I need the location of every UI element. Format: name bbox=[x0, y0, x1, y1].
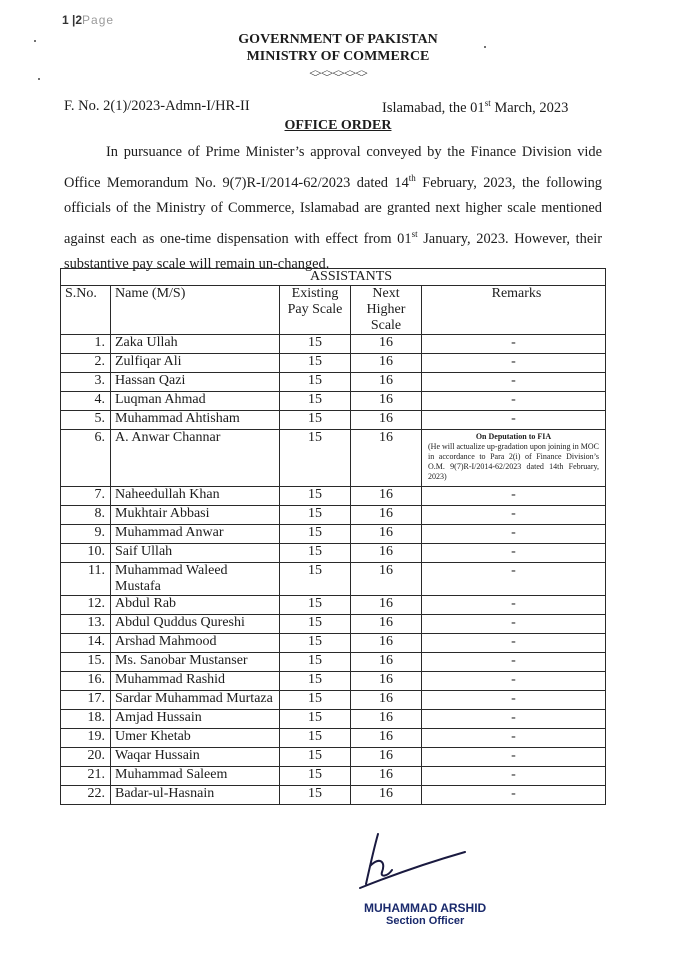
existing-scale-cell: 15 bbox=[280, 335, 351, 354]
next-scale-cell: 16 bbox=[351, 430, 422, 487]
header-name: Name (M/S) bbox=[111, 286, 280, 335]
name-cell: Zulfiqar Ali bbox=[111, 354, 280, 373]
existing-scale-cell: 15 bbox=[280, 596, 351, 615]
table-row bbox=[61, 430, 606, 487]
existing-scale-cell: 15 bbox=[280, 729, 351, 748]
remarks-cell bbox=[422, 634, 606, 653]
table-row bbox=[61, 615, 606, 634]
table-row bbox=[61, 653, 606, 672]
remarks-text: - bbox=[511, 634, 516, 649]
next-scale-cell: 16 bbox=[351, 544, 422, 563]
name-cell: Muhammad Rashid bbox=[111, 672, 280, 691]
sno-cell: 15. bbox=[61, 653, 111, 672]
remarks-text: - bbox=[511, 544, 516, 559]
next-scale-cell: 16 bbox=[351, 596, 422, 615]
next-scale-cell: 16 bbox=[351, 634, 422, 653]
table-header-row bbox=[61, 286, 606, 335]
sno-cell: 6. bbox=[61, 430, 111, 487]
table-row bbox=[61, 672, 606, 691]
sno-cell: 16. bbox=[61, 672, 111, 691]
signature-image bbox=[340, 826, 480, 896]
remarks-text: - bbox=[511, 615, 516, 630]
next-scale-cell: 16 bbox=[351, 615, 422, 634]
next-scale-cell: 16 bbox=[351, 335, 422, 354]
sno-cell: 4. bbox=[61, 392, 111, 411]
name-cell: Abdul Quddus Qureshi bbox=[111, 615, 280, 634]
name-cell: Mukhtair Abbasi bbox=[111, 506, 280, 525]
existing-scale-cell: 15 bbox=[280, 615, 351, 634]
next-scale-cell: 16 bbox=[351, 506, 422, 525]
remarks-cell bbox=[422, 544, 606, 563]
remarks-text: - bbox=[511, 596, 516, 611]
sno-cell: 8. bbox=[61, 506, 111, 525]
table-row bbox=[61, 748, 606, 767]
remarks-cell bbox=[422, 596, 606, 615]
next-scale-cell: 16 bbox=[351, 563, 422, 596]
sno-cell: 5. bbox=[61, 411, 111, 430]
remarks-text: - bbox=[511, 748, 516, 763]
sno-cell: 21. bbox=[61, 767, 111, 786]
table-row bbox=[61, 767, 606, 786]
remarks-cell bbox=[422, 767, 606, 786]
remarks-cell bbox=[422, 653, 606, 672]
name-cell: Hassan Qazi bbox=[111, 373, 280, 392]
name-cell: Naheedullah Khan bbox=[111, 487, 280, 506]
next-scale-cell: 16 bbox=[351, 354, 422, 373]
sno-cell: 11. bbox=[61, 563, 111, 596]
sno-cell: 2. bbox=[61, 354, 111, 373]
table-row bbox=[61, 634, 606, 653]
remarks-cell bbox=[422, 615, 606, 634]
existing-scale-cell: 15 bbox=[280, 653, 351, 672]
remarks-text: - bbox=[511, 525, 516, 540]
sno-cell: 14. bbox=[61, 634, 111, 653]
remarks-cell bbox=[422, 729, 606, 748]
next-scale-cell: 16 bbox=[351, 653, 422, 672]
order-paragraph: In pursuance of Prime Minister’s approval conveyed by the Finance Division vide Office Memorandum No. 9(7)R-I/2014-62/2023 dated 14th February, 2023, the following officials of the Ministry of Commerce, Islamabad are granted next higher scale mentioned against each as one-time dispensation with effect from 01st January, 2023. However, their substantive pay scale will remain un-changed. bbox=[64, 144, 602, 272]
page-number: 1 |2Page bbox=[62, 13, 115, 27]
remarks-text: - bbox=[511, 373, 516, 388]
existing-scale-cell: 15 bbox=[280, 411, 351, 430]
name-cell: Abdul Rab bbox=[111, 596, 280, 615]
name-cell: Luqman Ahmad bbox=[111, 392, 280, 411]
existing-scale-cell: 15 bbox=[280, 563, 351, 596]
remarks-cell bbox=[422, 672, 606, 691]
remarks-text: - bbox=[511, 487, 516, 502]
remarks-cell bbox=[422, 354, 606, 373]
table-row bbox=[61, 506, 606, 525]
existing-scale-cell: 15 bbox=[280, 392, 351, 411]
remarks-text: - bbox=[511, 335, 516, 350]
remarks-text: - bbox=[511, 786, 516, 801]
existing-scale-cell: 15 bbox=[280, 691, 351, 710]
existing-scale-cell: 15 bbox=[280, 710, 351, 729]
table-row bbox=[61, 525, 606, 544]
officials-table bbox=[60, 268, 606, 805]
sno-cell: 18. bbox=[61, 710, 111, 729]
sno-cell: 1. bbox=[61, 335, 111, 354]
remarks-text: - bbox=[511, 710, 516, 725]
table-row bbox=[61, 373, 606, 392]
sno-cell: 12. bbox=[61, 596, 111, 615]
existing-scale-cell: 15 bbox=[280, 672, 351, 691]
sno-cell: 13. bbox=[61, 615, 111, 634]
table-row bbox=[61, 487, 606, 506]
next-scale-cell: 16 bbox=[351, 786, 422, 805]
name-cell: Umer Khetab bbox=[111, 729, 280, 748]
existing-scale-cell: 15 bbox=[280, 354, 351, 373]
table-row bbox=[61, 729, 606, 748]
name-cell: A. Anwar Channar bbox=[111, 430, 280, 487]
remarks-title: On Deputation to FIA bbox=[475, 432, 552, 441]
table-row bbox=[61, 544, 606, 563]
next-scale-cell: 16 bbox=[351, 525, 422, 544]
name-cell: Muhammad Ahtisham bbox=[111, 411, 280, 430]
existing-scale-cell: 15 bbox=[280, 544, 351, 563]
sno-cell: 7. bbox=[61, 487, 111, 506]
remarks-cell bbox=[422, 392, 606, 411]
header-existing: Existing Pay Scale bbox=[280, 286, 351, 335]
name-cell: Saif Ullah bbox=[111, 544, 280, 563]
next-scale-cell: 16 bbox=[351, 710, 422, 729]
table-row bbox=[61, 596, 606, 615]
sno-cell: 17. bbox=[61, 691, 111, 710]
remarks-text: - bbox=[511, 563, 516, 578]
place-date: Islamabad, the 01st March, 2023 bbox=[382, 98, 569, 116]
name-cell: Ms. Sanobar Mustanser bbox=[111, 653, 280, 672]
existing-scale-cell: 15 bbox=[280, 373, 351, 392]
remarks-text: - bbox=[511, 411, 516, 426]
table-row bbox=[61, 786, 606, 805]
table-section-title: ASSISTANTS bbox=[61, 269, 606, 286]
file-number: F. No. 2(1)/2023-Admn-I/HR-II bbox=[64, 98, 250, 114]
sno-cell: 10. bbox=[61, 544, 111, 563]
remarks-cell bbox=[422, 411, 606, 430]
name-cell: Muhammad Saleem bbox=[111, 767, 280, 786]
remarks-cell bbox=[422, 487, 606, 506]
sno-cell: 22. bbox=[61, 786, 111, 805]
remarks-cell bbox=[422, 335, 606, 354]
name-cell: Zaka Ullah bbox=[111, 335, 280, 354]
remarks-cell bbox=[422, 430, 606, 487]
next-scale-cell: 16 bbox=[351, 672, 422, 691]
name-cell: Waqar Hussain bbox=[111, 748, 280, 767]
table-row bbox=[61, 335, 606, 354]
header-sno: S.No. bbox=[61, 286, 111, 335]
sno-cell: 9. bbox=[61, 525, 111, 544]
remarks-cell bbox=[422, 373, 606, 392]
remarks-text: - bbox=[511, 767, 516, 782]
remarks-text: (He will actualize up-gradation upon joining in MOC in accordance to Para 2(i) of Finance Division’s O.M. 9(7)R-I/2014-62/2023 dated 14th February, 2023) bbox=[428, 442, 599, 481]
next-scale-cell: 16 bbox=[351, 392, 422, 411]
header-next: Next Higher Scale bbox=[351, 286, 422, 335]
document-title: OFFICE ORDER bbox=[284, 118, 392, 133]
letterhead-ministry: MINISTRY OF COMMERCE bbox=[246, 49, 430, 64]
remarks-text: - bbox=[511, 506, 516, 521]
next-scale-cell: 16 bbox=[351, 729, 422, 748]
table-row bbox=[61, 354, 606, 373]
remarks-text: - bbox=[511, 392, 516, 407]
name-cell: Muhammad Waleed Mustafa bbox=[111, 563, 280, 596]
name-cell: Muhammad Anwar bbox=[111, 525, 280, 544]
name-cell: Badar-ul-Hasnain bbox=[111, 786, 280, 805]
sno-cell: 19. bbox=[61, 729, 111, 748]
remarks-cell bbox=[422, 525, 606, 544]
next-scale-cell: 16 bbox=[351, 748, 422, 767]
header-remarks: Remarks bbox=[422, 286, 606, 335]
letterhead-ornament: <><><><><> bbox=[309, 66, 367, 80]
existing-scale-cell: 15 bbox=[280, 748, 351, 767]
remarks-cell bbox=[422, 563, 606, 596]
next-scale-cell: 16 bbox=[351, 691, 422, 710]
table-row bbox=[61, 691, 606, 710]
remarks-cell bbox=[422, 506, 606, 525]
sno-cell: 20. bbox=[61, 748, 111, 767]
next-scale-cell: 16 bbox=[351, 487, 422, 506]
remarks-text: - bbox=[511, 653, 516, 668]
remarks-cell bbox=[422, 786, 606, 805]
remarks-text: - bbox=[511, 354, 516, 369]
next-scale-cell: 16 bbox=[351, 373, 422, 392]
existing-scale-cell: 15 bbox=[280, 487, 351, 506]
next-scale-cell: 16 bbox=[351, 767, 422, 786]
remarks-cell bbox=[422, 710, 606, 729]
existing-scale-cell: 15 bbox=[280, 767, 351, 786]
name-cell: Sardar Muhammad Murtaza bbox=[111, 691, 280, 710]
remarks-cell bbox=[422, 748, 606, 767]
remarks-text: - bbox=[511, 672, 516, 687]
table-row bbox=[61, 411, 606, 430]
next-scale-cell: 16 bbox=[351, 411, 422, 430]
existing-scale-cell: 15 bbox=[280, 786, 351, 805]
existing-scale-cell: 15 bbox=[280, 430, 351, 487]
signatory-name: MUHAMMAD ARSHID bbox=[364, 901, 487, 915]
existing-scale-cell: 15 bbox=[280, 634, 351, 653]
existing-scale-cell: 15 bbox=[280, 525, 351, 544]
name-cell: Arshad Mahmood bbox=[111, 634, 280, 653]
table-row bbox=[61, 563, 606, 596]
table-row bbox=[61, 392, 606, 411]
remarks-text: - bbox=[511, 729, 516, 744]
letterhead-government: GOVERNMENT OF PAKISTAN bbox=[238, 32, 438, 47]
table-row bbox=[61, 710, 606, 729]
existing-scale-cell: 15 bbox=[280, 506, 351, 525]
sno-cell: 3. bbox=[61, 373, 111, 392]
signatory-designation: Section Officer bbox=[386, 915, 465, 927]
remarks-text: - bbox=[511, 691, 516, 706]
remarks-cell bbox=[422, 691, 606, 710]
name-cell: Amjad Hussain bbox=[111, 710, 280, 729]
